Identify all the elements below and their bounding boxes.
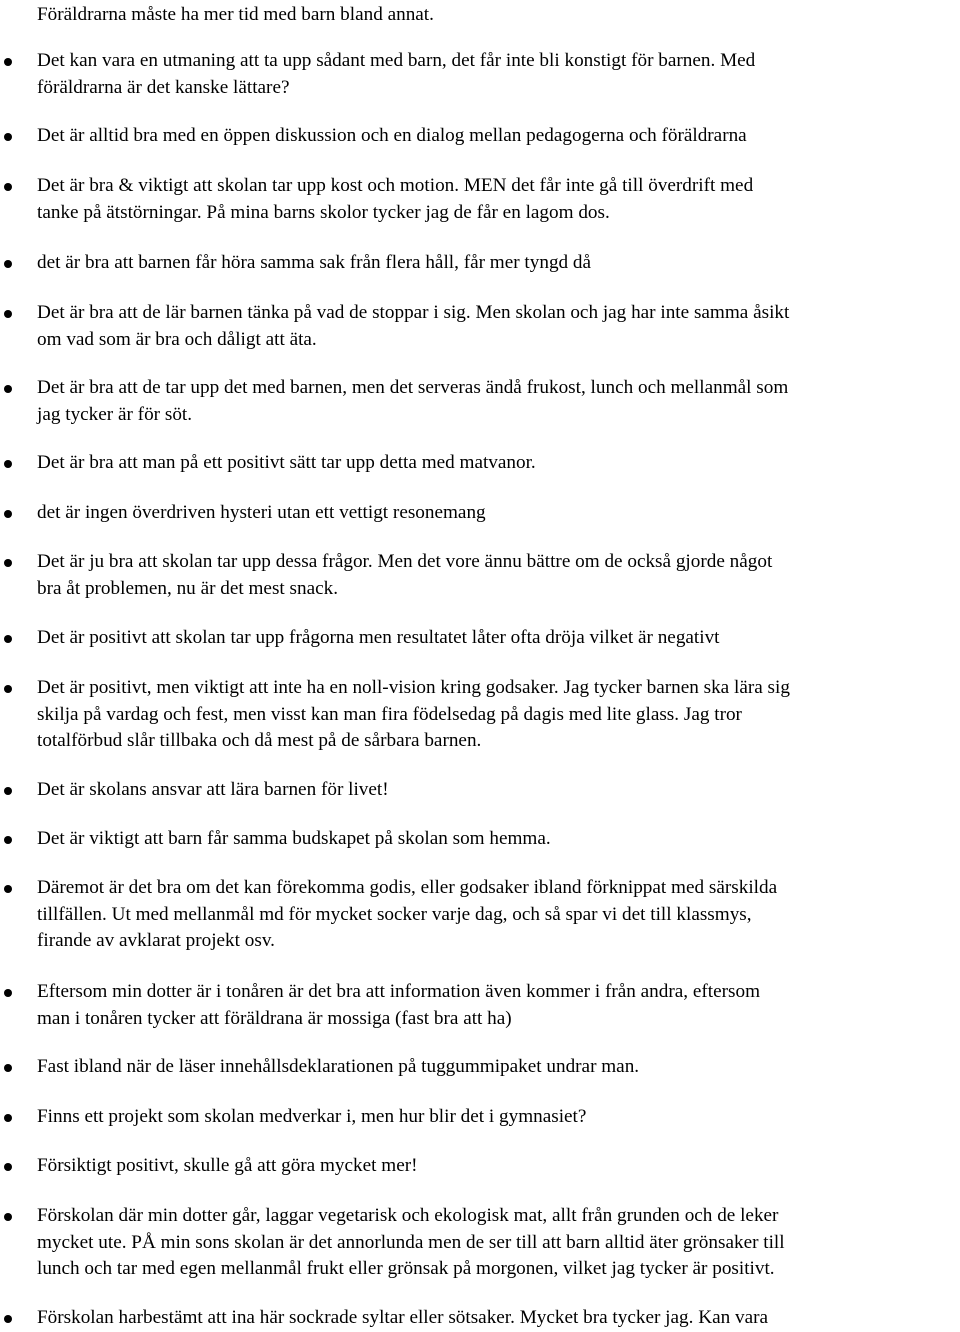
text-line: om vad som är bra och dåligt att äta. xyxy=(37,328,317,350)
bullet-icon xyxy=(4,183,12,191)
bullet-icon xyxy=(4,635,12,643)
text-line: Fast ibland när de läser innehållsdeklarationen på tuggummipaket undrar man. xyxy=(37,1056,640,1077)
bullet-icon xyxy=(4,1163,12,1171)
text-line: totalförbud slår tillbaka och då mest på de sårbara barnen. xyxy=(37,730,482,751)
bullet-icon xyxy=(4,989,12,997)
text-line: firande av avklarat projekt osv. xyxy=(37,930,275,951)
list-item-text xyxy=(37,375,959,428)
text-line: det är bra att barnen får höra samma sak från flera håll, får mer tyngd då xyxy=(37,252,592,273)
list-item-text xyxy=(37,300,959,353)
bullet-icon xyxy=(4,836,12,844)
list-item-text xyxy=(37,1104,959,1131)
text-line: Förskolan där min dotter går, laggar vegetarisk och ekologisk mat, allt från grunden och de leker xyxy=(37,1205,779,1226)
text-line: Det är positivt att skolan tar upp frågorna men resultatet låter ofta dröja vilket är negativt xyxy=(37,627,720,648)
text-line: lunch och tar med egen mellanmål frukt eller grönsak på morgonen, vilket jag tycker är positivt. xyxy=(37,1258,775,1279)
text-line: tillfällen. Ut med mellanmål md för mycket socker varje dag, och så spar vi det till klassmys, xyxy=(37,903,752,925)
list-item-text xyxy=(37,777,959,804)
list-item-text xyxy=(37,549,959,602)
list-item-text xyxy=(37,625,959,652)
bullet-icon xyxy=(4,510,12,518)
text-line: Finns ett projekt som skolan medverkar i, men hur blir det i gymnasiet? xyxy=(37,1106,587,1127)
bullet-icon xyxy=(4,58,12,66)
text-line: Förskolan harbestämt att ina här sockrade syltar eller sötsaker. Mycket bra tycker jag. Kan vara xyxy=(37,1307,768,1328)
bullet-icon xyxy=(4,787,12,795)
bullet-icon xyxy=(4,1064,12,1072)
bullet-icon xyxy=(4,385,12,393)
list-item-text xyxy=(37,48,959,101)
text-line: Eftersom min dotter är i tonåren är det bra att information även kommer i från andra, eftersom xyxy=(37,981,760,1002)
list-item-text xyxy=(37,875,959,955)
bullet-icon xyxy=(4,1315,12,1323)
bullet-icon xyxy=(4,310,12,318)
text-line: skilja på vardag och fest, men visst kan man fira födelsedag på dagis med lite glass. Jag tror xyxy=(37,703,742,725)
text-line: bra åt problemen, nu är det mest snack. xyxy=(37,577,339,599)
list-item-text xyxy=(37,979,959,1032)
text-line: Det är ju bra att skolan tar upp dessa frågor. Men det vore ännu bättre om de också gjorde något xyxy=(37,551,773,572)
text-line: tanke på ätstörningar. På mina barns skolor tycker jag de får en lagom dos. xyxy=(37,201,610,223)
text-line: det är ingen överdriven hysteri utan ett vettigt resonemang xyxy=(37,502,486,523)
text-line: Försiktigt positivt, skulle gå att göra mycket mer! xyxy=(37,1155,418,1176)
list-item-text xyxy=(37,123,959,150)
list-item-text xyxy=(37,250,959,277)
text-line: Det är bra & viktigt att skolan tar upp kost och motion. MEN det får inte gå till överdrift med xyxy=(37,175,754,196)
list-item-text xyxy=(37,1153,959,1180)
list-item-text xyxy=(37,675,959,755)
text-line: man i tonåren tycker att föräldrana är mossiga (fast bra att ha) xyxy=(37,1007,512,1029)
text-line: Det är skolans ansvar att lära barnen för livet! xyxy=(37,779,389,800)
bullet-icon xyxy=(4,559,12,567)
text-line: Det är bra att man på ett positivt sätt tar upp detta med matvanor. xyxy=(37,452,536,473)
text-line: jag tycker är för söt. xyxy=(37,403,193,425)
bullet-icon xyxy=(4,1213,12,1221)
text-line: Det är positivt, men viktigt att inte ha en noll-vision kring godsaker. Jag tycker barnen ska lära sig xyxy=(37,677,790,698)
text-line: Det är bra att de tar upp det med barnen, men det serveras ändå frukost, lunch och mellanmål som xyxy=(37,377,789,398)
list-item-text xyxy=(37,1054,959,1081)
bullet-icon xyxy=(4,685,12,693)
list-item-text xyxy=(37,500,959,527)
text-line: mycket ute. PÅ min sons skolan är det annorlunda men de ser till att barn alltid äter grönsaker till xyxy=(37,1231,785,1253)
list-item-text xyxy=(37,826,959,853)
list-item-text xyxy=(37,450,959,477)
text-line: Däremot är det bra om det kan förekomma godis, eller godsaker ibland förknippat med särskilda xyxy=(37,877,778,898)
text-line: Det kan vara en utmaning att ta upp sådant med barn, det får inte bli konstigt för barnen. Med xyxy=(37,50,756,71)
list-item-text xyxy=(37,1305,959,1332)
bullet-icon xyxy=(4,133,12,141)
bullet-icon xyxy=(4,1114,12,1122)
text-line: Det är viktigt att barn får samma budskapet på skolan som hemma. xyxy=(37,828,551,849)
list-item-text xyxy=(37,1203,959,1283)
lead-line: Föräldrarna måste ha mer tid med barn bland annat. xyxy=(37,4,434,25)
bullet-icon xyxy=(4,460,12,468)
bullet-icon xyxy=(4,885,12,893)
text-line: Det är bra att de lär barnen tänka på vad de stoppar i sig. Men skolan och jag har inte samma åsikt xyxy=(37,302,790,323)
text-line: Det är alltid bra med en öppen diskussion och en dialog mellan pedagogerna och föräldrarna xyxy=(37,125,747,146)
list-item-text xyxy=(37,173,959,226)
bullet-icon xyxy=(4,260,12,268)
text-line: föräldrarna är det kanske lättare? xyxy=(37,76,290,98)
